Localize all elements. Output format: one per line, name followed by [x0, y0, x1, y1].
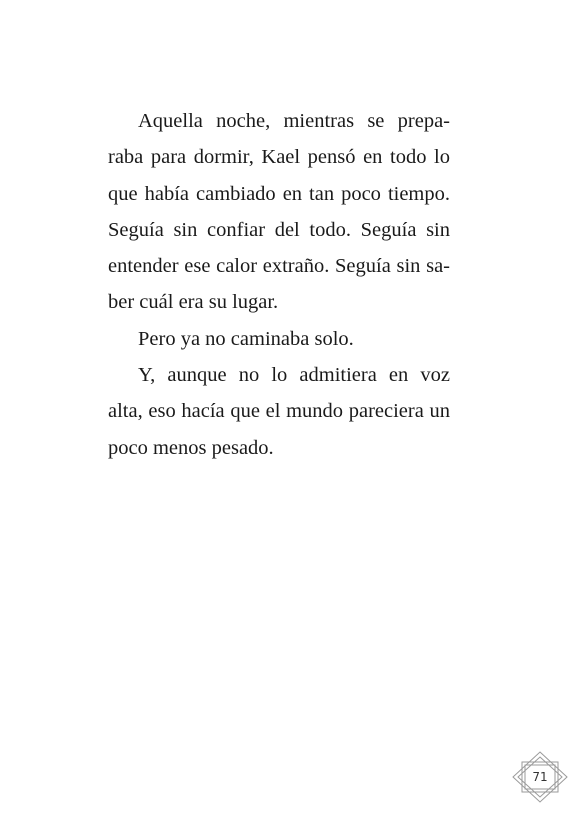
- text-line: alta, eso hacía que el mundo pareciera un: [108, 400, 450, 423]
- body-text: [108, 103, 450, 466]
- text-line: Aquella noche, mientras se prepa-: [138, 110, 450, 132]
- text-line: Seguía sin confiar del todo. Seguía sin: [108, 218, 450, 241]
- text-line: Y, aunque no lo admitiera en voz: [138, 364, 450, 387]
- text-line: raba para dormir, Kael pensó en todo lo: [108, 146, 450, 169]
- text-line: entender ese calor extraño. Seguía sin sa-: [108, 255, 450, 278]
- text-line: ber cuál era su lugar.: [108, 291, 279, 314]
- text-line: Pero ya no caminaba solo.: [138, 327, 354, 350]
- page-number-ornament: [512, 751, 568, 803]
- text-line: poco menos pesado.: [108, 436, 274, 459]
- text-line: que había cambiado en tan poco tiempo.: [108, 182, 450, 205]
- page-number: 71: [532, 770, 548, 784]
